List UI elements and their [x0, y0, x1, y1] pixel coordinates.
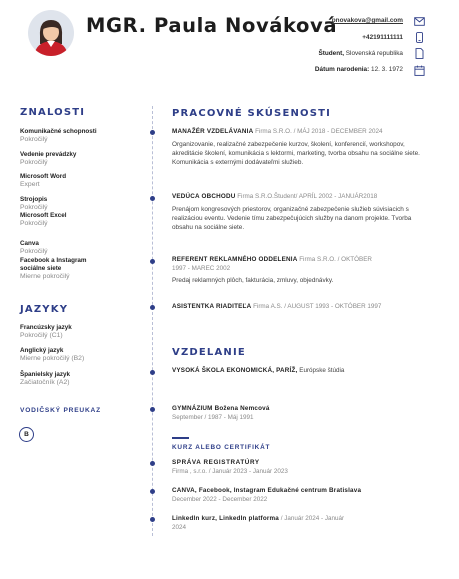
timeline-dot	[150, 461, 155, 466]
certificates-title: KURZ ALEBO CERTIFIKÁT	[172, 444, 271, 451]
skill-level: Pokročilý	[20, 219, 48, 227]
school-name: GYMNÁZIUM Božena Nemcová	[172, 405, 270, 412]
timeline-dot	[150, 196, 155, 201]
school-meta: Európske štúdia	[297, 367, 345, 374]
timeline-dot	[150, 130, 155, 135]
skill-level: Pokročilý	[20, 203, 48, 211]
certificate-name: SPRÁVA REGISTRATÚRY	[172, 459, 260, 466]
language-level: Začiatočník (A2)	[20, 378, 70, 386]
skill-name: Microsoft Excel	[20, 212, 67, 219]
certificate-name: LinkedIn kurz, LinkedIn platforma	[172, 515, 280, 522]
experience-title: PRACOVNÉ SKÚSENOSTI	[172, 108, 332, 119]
job-description: Organizovanie, realizačné zabezpečenie kurzov, školení, konferencií, workshopov, akreditácie školení, komunikácia s lektormi, marketing, tvorba obsahu na sociálne siete. Komunikácia s externými dodávateľmi služieb.	[172, 140, 420, 167]
phone-icon	[414, 32, 425, 43]
skill-name: Vedenie prevádzky	[20, 151, 77, 158]
location	[318, 50, 403, 57]
school-name: VYSOKÁ ŠKOLA EKONOMICKÁ, PARÍŽ,	[172, 367, 298, 374]
skill-name: Strojopis	[20, 196, 48, 203]
language-item	[20, 371, 140, 387]
language-name: Španielsky jazyk	[20, 371, 71, 378]
timeline-dot	[150, 259, 155, 264]
skill-name: Facebook a Instagram sociálne siete	[20, 257, 87, 272]
language-level: Pokročilý (C1)	[20, 331, 63, 339]
skill-level: Expert	[20, 180, 40, 188]
certificate-entry	[172, 459, 434, 476]
resume-header	[0, 0, 459, 80]
skill-item	[20, 240, 140, 256]
driving-license-title: VODIČSKÝ PREUKAZ	[20, 407, 101, 414]
skill-name: Komunikačné schopnosti	[20, 128, 97, 135]
calendar-icon	[414, 65, 425, 76]
skill-item	[20, 212, 140, 228]
job-meta: Firma S.R.O.Študent/ APRÍL 2002 - JANUÁR2018	[235, 193, 378, 200]
email-link[interactable]: pnovakova@gmail.com	[331, 17, 403, 24]
skill-level: Pokročilý	[20, 247, 48, 255]
education-entry	[172, 367, 434, 376]
certificate-entry	[172, 487, 434, 504]
job-entry	[172, 193, 434, 232]
phone-number: +42191111111	[362, 34, 403, 41]
certificate-meta: / Január 2024 - Január 2024	[172, 515, 345, 531]
skill-name: Canva	[20, 240, 39, 247]
job-meta: Firma A.S. / AUGUST 1993 - OKTÓBER 1997	[251, 303, 382, 310]
skill-item	[20, 128, 140, 144]
date-of-birth	[315, 66, 403, 73]
skill-item	[20, 151, 140, 167]
job-role: ASISTENTKA RIADITEĽA	[172, 303, 252, 310]
language-item	[20, 347, 140, 363]
full-name: MGR. Paula Nováková	[86, 14, 338, 37]
avatar-illustration	[28, 10, 74, 56]
skill-level: Pokročilý	[20, 158, 48, 166]
envelope-icon	[414, 16, 425, 27]
job-entry	[172, 303, 434, 312]
language-level: Mierne pokročilý (B2)	[20, 354, 85, 362]
location-label: Študent,	[318, 50, 345, 57]
school-meta: September / 1987 - Máj 1991	[172, 413, 254, 421]
avatar	[28, 10, 74, 56]
job-description: Predaj reklamných plôch, fakturácia, zmluvy, objednávky.	[172, 277, 334, 284]
certificate-entry	[172, 515, 352, 532]
job-meta: Firma S.R.O. / MÁJ 2018 - DECEMBER 2024	[253, 128, 383, 135]
certificate-name: CANVA, Facebook, Instagram Edukačné centrum Bratislava	[172, 487, 362, 494]
skill-item	[20, 257, 110, 281]
job-role: VEDÚCA OBCHODU	[172, 193, 236, 200]
languages-title: JAZYKY	[20, 304, 69, 315]
job-meta: Firma S.R.O. / OKTÓBER 1997 - MAREC 2002	[172, 256, 372, 272]
certificate-meta: December 2022 - December 2022	[172, 495, 268, 503]
skill-item	[20, 196, 140, 212]
language-name: Francúzsky jazyk	[20, 324, 72, 331]
skill-name: Microsoft Word	[20, 173, 67, 180]
skill-item	[20, 173, 140, 189]
job-role: MANAŽÉR VZDELÁVANIA	[172, 128, 254, 135]
driving-license-badge: B	[19, 427, 34, 442]
timeline-line	[152, 106, 153, 536]
dob-label: Dátum narodenia:	[314, 66, 370, 73]
timeline-dot	[150, 305, 155, 310]
timeline-dot	[150, 407, 155, 412]
certificate-meta: Firma , s.r.o. / Január 2023 - Január 2023	[172, 467, 288, 475]
language-name: Anglický jazyk	[20, 347, 64, 354]
section-underline	[172, 437, 189, 439]
skill-level: Mierne pokročilý	[20, 272, 70, 280]
location-value: Slovenská republika	[344, 50, 403, 57]
education-title: VZDELANIE	[172, 347, 246, 358]
knowledge-title: ZNALOSTI	[20, 107, 86, 118]
job-entry	[172, 256, 382, 285]
job-role: REFERENT REKLAMNÉHO ODDELENIA	[172, 256, 298, 263]
job-description: Prenájom kongresových priestorov, organizačné zabezpečenie služieb súvisiacich s realizáciou eventu. Vedenie tímu zabezpečujúcich služby na danom projekte. Tvorba obsahu na sociálne siete.	[172, 205, 412, 232]
timeline-dot	[150, 489, 155, 494]
education-entry	[172, 405, 434, 422]
language-item	[20, 324, 140, 340]
document-icon	[414, 48, 425, 59]
dob-value: 12. 3. 1972	[369, 66, 403, 73]
skill-level: Pokročilý	[20, 135, 48, 143]
timeline-dot	[150, 517, 155, 522]
timeline-dot	[150, 370, 155, 375]
job-entry	[172, 128, 434, 167]
